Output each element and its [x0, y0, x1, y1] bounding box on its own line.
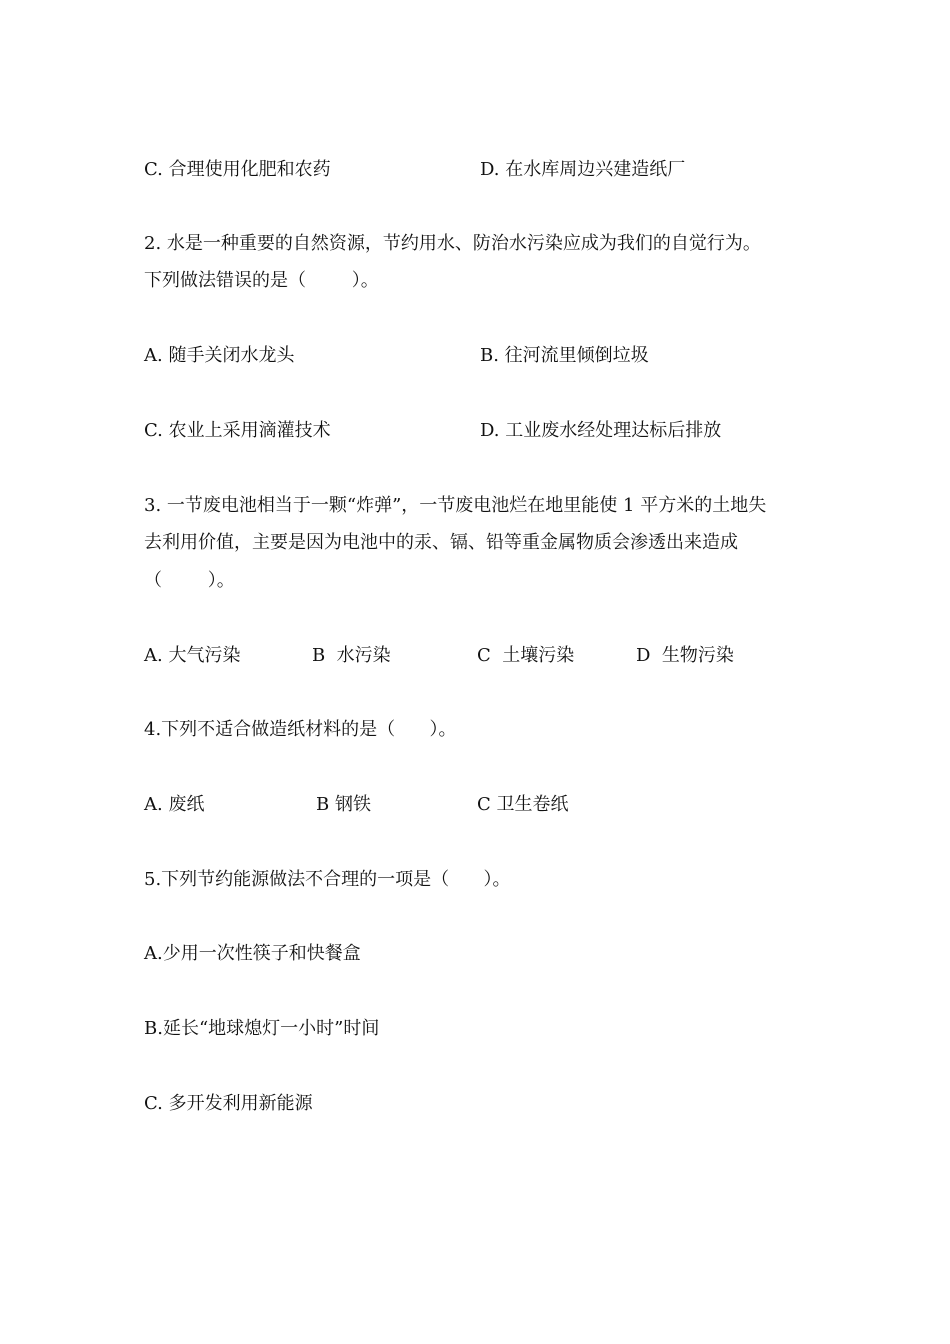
q4-stem: 4.下列不适合做造纸材料的是（ ）。: [144, 719, 457, 740]
q3-option-c: C 土壤污染: [477, 645, 575, 666]
q4-option-c: C 卫生卷纸: [477, 794, 569, 815]
q4-option-b: B 钢铁: [316, 794, 371, 815]
q3-stem-line-1: 3. 一节废电池相当于一颗“炸弹”，一节废电池烂在地里能使 1 平方米的土地失: [144, 495, 767, 516]
q1-option-d: D. 在水库周边兴建造纸厂: [480, 159, 686, 180]
q2-stem-line-1: 2. 水是一种重要的自然资源，节约用水、防治水污染应成为我们的自觉行为。: [144, 233, 761, 254]
q2-option-c: C. 农业上采用滴灌技术: [144, 420, 331, 441]
q5-option-c: C. 多开发利用新能源: [144, 1093, 313, 1114]
q3-stem-line-2: 去利用价值，主要是因为电池中的汞、镉、铅等重金属物质会渗透出来造成: [144, 532, 738, 553]
q2-stem-line-2: 下列做法错误的是（ ）。: [144, 270, 379, 291]
q2-option-b: B. 往河流里倾倒垃圾: [480, 345, 649, 366]
q3-option-a: A. 大气污染: [144, 645, 241, 666]
q1-option-c: C. 合理使用化肥和农药: [144, 159, 331, 180]
q5-option-a: A.少用一次性筷子和快餐盒: [144, 943, 361, 964]
q4-option-a: A. 废纸: [144, 794, 205, 815]
q2-option-d: D. 工业废水经处理达标后排放: [480, 420, 722, 441]
q2-option-a: A. 随手关闭水龙头: [144, 345, 295, 366]
q3-option-d: D 生物污染: [636, 645, 734, 666]
q3-option-b: B 水污染: [312, 645, 391, 666]
q3-stem-line-3: （ ）。: [144, 570, 235, 591]
q5-option-b: B.延长“地球熄灯一小时”时间: [144, 1018, 380, 1039]
q5-stem: 5.下列节约能源做法不合理的一项是（ ）。: [144, 869, 511, 890]
